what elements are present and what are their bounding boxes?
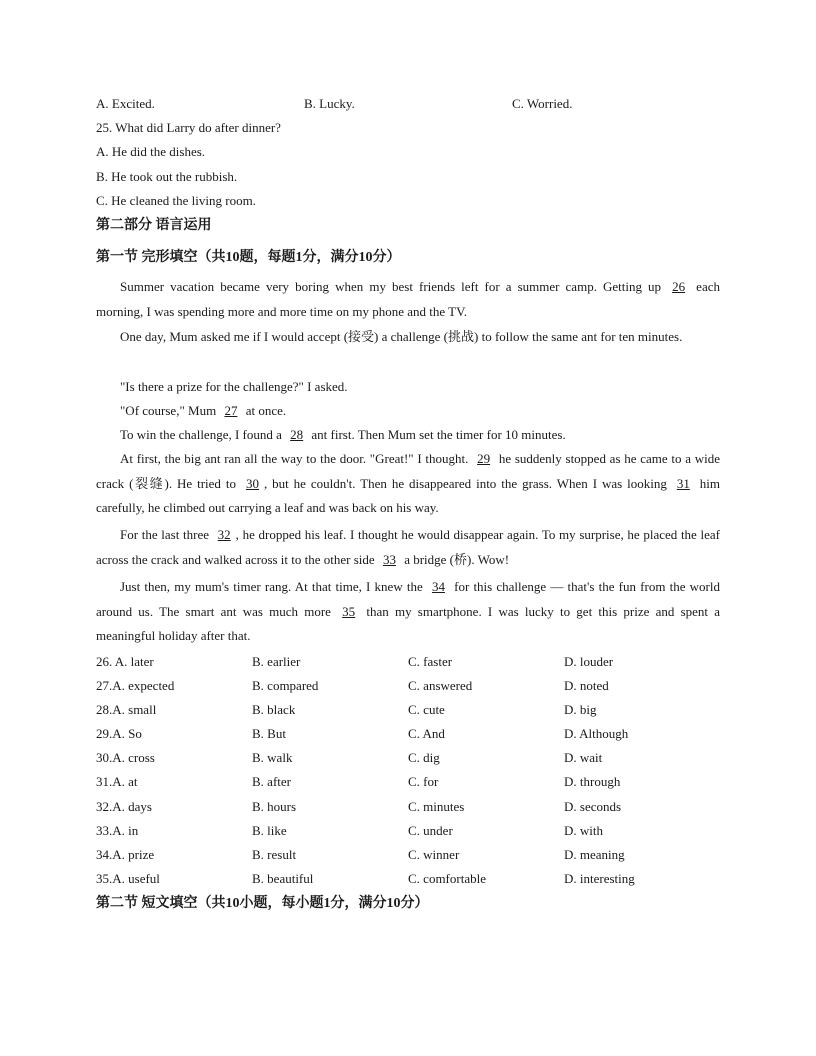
option-b: B. like bbox=[252, 823, 287, 838]
passage-paragraph-5 bbox=[96, 423, 720, 448]
section2-title: 第二节 短文填空（共10小题，每小题1分，满分10分） bbox=[96, 896, 429, 911]
blank-27: 27 bbox=[224, 403, 238, 418]
option-c: C. comfortable bbox=[408, 871, 486, 886]
options-row-31 bbox=[96, 774, 736, 790]
options-row-28 bbox=[96, 702, 736, 718]
option-a: 33.A. in bbox=[96, 823, 139, 838]
option-a: 31.A. at bbox=[96, 774, 138, 789]
text: At first, the big ant ran all the way to the door. "Great!" I thought. bbox=[120, 451, 473, 466]
section1-title: 第一节 完形填空（共10题，每题1分，满分10分） bbox=[96, 250, 401, 265]
q24-option-a: A. Excited. bbox=[96, 96, 155, 111]
text: he suddenly stopped as he came to a wide crack (裂缝). He tried to bbox=[96, 451, 720, 491]
option-d: D. Although bbox=[564, 726, 629, 741]
option-d: D. interesting bbox=[564, 871, 635, 886]
option-d: D. through bbox=[564, 774, 621, 789]
passage-paragraph-3 bbox=[96, 375, 720, 400]
text: One day, Mum asked me if I would accept (接受) a challenge (挑战) to follow the same ant for ten minutes. bbox=[120, 329, 683, 344]
text: for this challenge — that's the fun from the world around us. The smart ant was much more bbox=[96, 579, 720, 619]
options-row-27 bbox=[96, 678, 736, 694]
option-a: 32.A. days bbox=[96, 799, 152, 814]
option-d: D. noted bbox=[564, 678, 609, 693]
part2-title: 第二部分 语言运用 bbox=[96, 218, 212, 233]
options-row-32 bbox=[96, 799, 736, 815]
option-c: C. under bbox=[408, 823, 453, 838]
q25-option-a: A. He did the dishes. bbox=[96, 144, 206, 159]
option-a: 28.A. small bbox=[96, 702, 157, 717]
option-a: 26. A. later bbox=[96, 654, 154, 669]
blank-32: 32 bbox=[217, 527, 231, 542]
passage-paragraph-7 bbox=[96, 523, 720, 572]
option-a: 29.A. So bbox=[96, 726, 142, 741]
option-b: B. result bbox=[252, 847, 297, 862]
q25-option-b: B. He took out the rubbish. bbox=[96, 169, 238, 184]
option-d: D. seconds bbox=[564, 799, 622, 814]
text: To win the challenge, I found a bbox=[120, 427, 286, 442]
blank-34: 34 bbox=[431, 579, 445, 594]
text: , he dropped his leaf. I thought he would disappear again. To my surprise, he placed the leaf across the crack and walked across it to the other side bbox=[96, 527, 720, 567]
option-d: D. wait bbox=[564, 750, 603, 765]
text: Just then, my mum's timer rang. At that time, I knew the bbox=[120, 579, 427, 594]
blank-31: 31 bbox=[676, 475, 690, 491]
option-b: B. walk bbox=[252, 750, 293, 765]
option-a: 35.A. useful bbox=[96, 871, 160, 886]
option-d: D. meaning bbox=[564, 847, 625, 862]
options-row-33 bbox=[96, 823, 736, 839]
options-row-26 bbox=[96, 654, 736, 670]
option-c: C. faster bbox=[408, 654, 453, 669]
passage-paragraph-1 bbox=[96, 275, 720, 324]
blank-26: 26 bbox=[672, 279, 686, 294]
blank-28: 28 bbox=[290, 427, 304, 442]
text: ant first. Then Mum set the timer for 10 minutes. bbox=[308, 427, 566, 442]
option-a: 30.A. cross bbox=[96, 750, 155, 765]
option-c: C. answered bbox=[408, 678, 473, 693]
option-a: 34.A. prize bbox=[96, 847, 155, 862]
text: than my smartphone. I was lucky to get this prize and spent a meaningful holiday after that. bbox=[96, 603, 721, 643]
passage-paragraph-2 bbox=[96, 325, 720, 350]
passage-paragraph-6 bbox=[96, 447, 720, 521]
option-b: B. earlier bbox=[252, 654, 301, 669]
option-d: D. big bbox=[564, 702, 597, 717]
passage-paragraph-8 bbox=[96, 575, 720, 649]
text: , but he couldn't. Then he disappeared into the grass. When I was looking bbox=[263, 475, 672, 491]
option-c: C. for bbox=[408, 774, 439, 789]
options-row-35 bbox=[96, 871, 736, 887]
text: him carefully, he climbed out carrying a leaf and was back on his way. bbox=[96, 475, 720, 515]
text: "Is there a prize for the challenge?" I asked. bbox=[120, 379, 348, 394]
text: Summer vacation became very boring when my best friends left for a summer camp. Getting up bbox=[120, 279, 668, 294]
blank-33: 33 bbox=[382, 551, 396, 567]
blank-35: 35 bbox=[342, 603, 356, 619]
options-row-30 bbox=[96, 750, 736, 766]
options-row-34 bbox=[96, 847, 736, 863]
option-b: B. hours bbox=[252, 799, 297, 814]
option-b: B. black bbox=[252, 702, 296, 717]
blank-29: 29 bbox=[477, 451, 491, 466]
option-b: B. after bbox=[252, 774, 291, 789]
option-c: C. dig bbox=[408, 750, 440, 765]
option-c: C. minutes bbox=[408, 799, 465, 814]
option-b: B. beautiful bbox=[252, 871, 314, 886]
option-a: 27.A. expected bbox=[96, 678, 175, 693]
option-d: D. with bbox=[564, 823, 603, 838]
option-b: B. compared bbox=[252, 678, 319, 693]
option-c: C. And bbox=[408, 726, 445, 741]
option-d: D. louder bbox=[564, 654, 614, 669]
text: at once. bbox=[242, 403, 287, 418]
option-c: C. cute bbox=[408, 702, 445, 717]
passage-paragraph-4 bbox=[96, 399, 720, 424]
text: For the last three bbox=[120, 527, 213, 542]
q25-question: 25. What did Larry do after dinner? bbox=[96, 120, 281, 135]
q25-option-c: C. He cleaned the living room. bbox=[96, 193, 256, 208]
q24-option-b: B. Lucky. bbox=[304, 96, 355, 111]
options-row-29 bbox=[96, 726, 736, 742]
text: each morning, I was spending more and more time on my phone and the TV. bbox=[96, 279, 720, 319]
option-c: C. winner bbox=[408, 847, 460, 862]
q24-option-c: C. Worried. bbox=[512, 96, 573, 111]
text: a bridge (桥). Wow! bbox=[400, 551, 510, 567]
option-b: B. But bbox=[252, 726, 286, 741]
text: "Of course," Mum bbox=[120, 403, 220, 418]
blank-30: 30 bbox=[245, 475, 259, 491]
